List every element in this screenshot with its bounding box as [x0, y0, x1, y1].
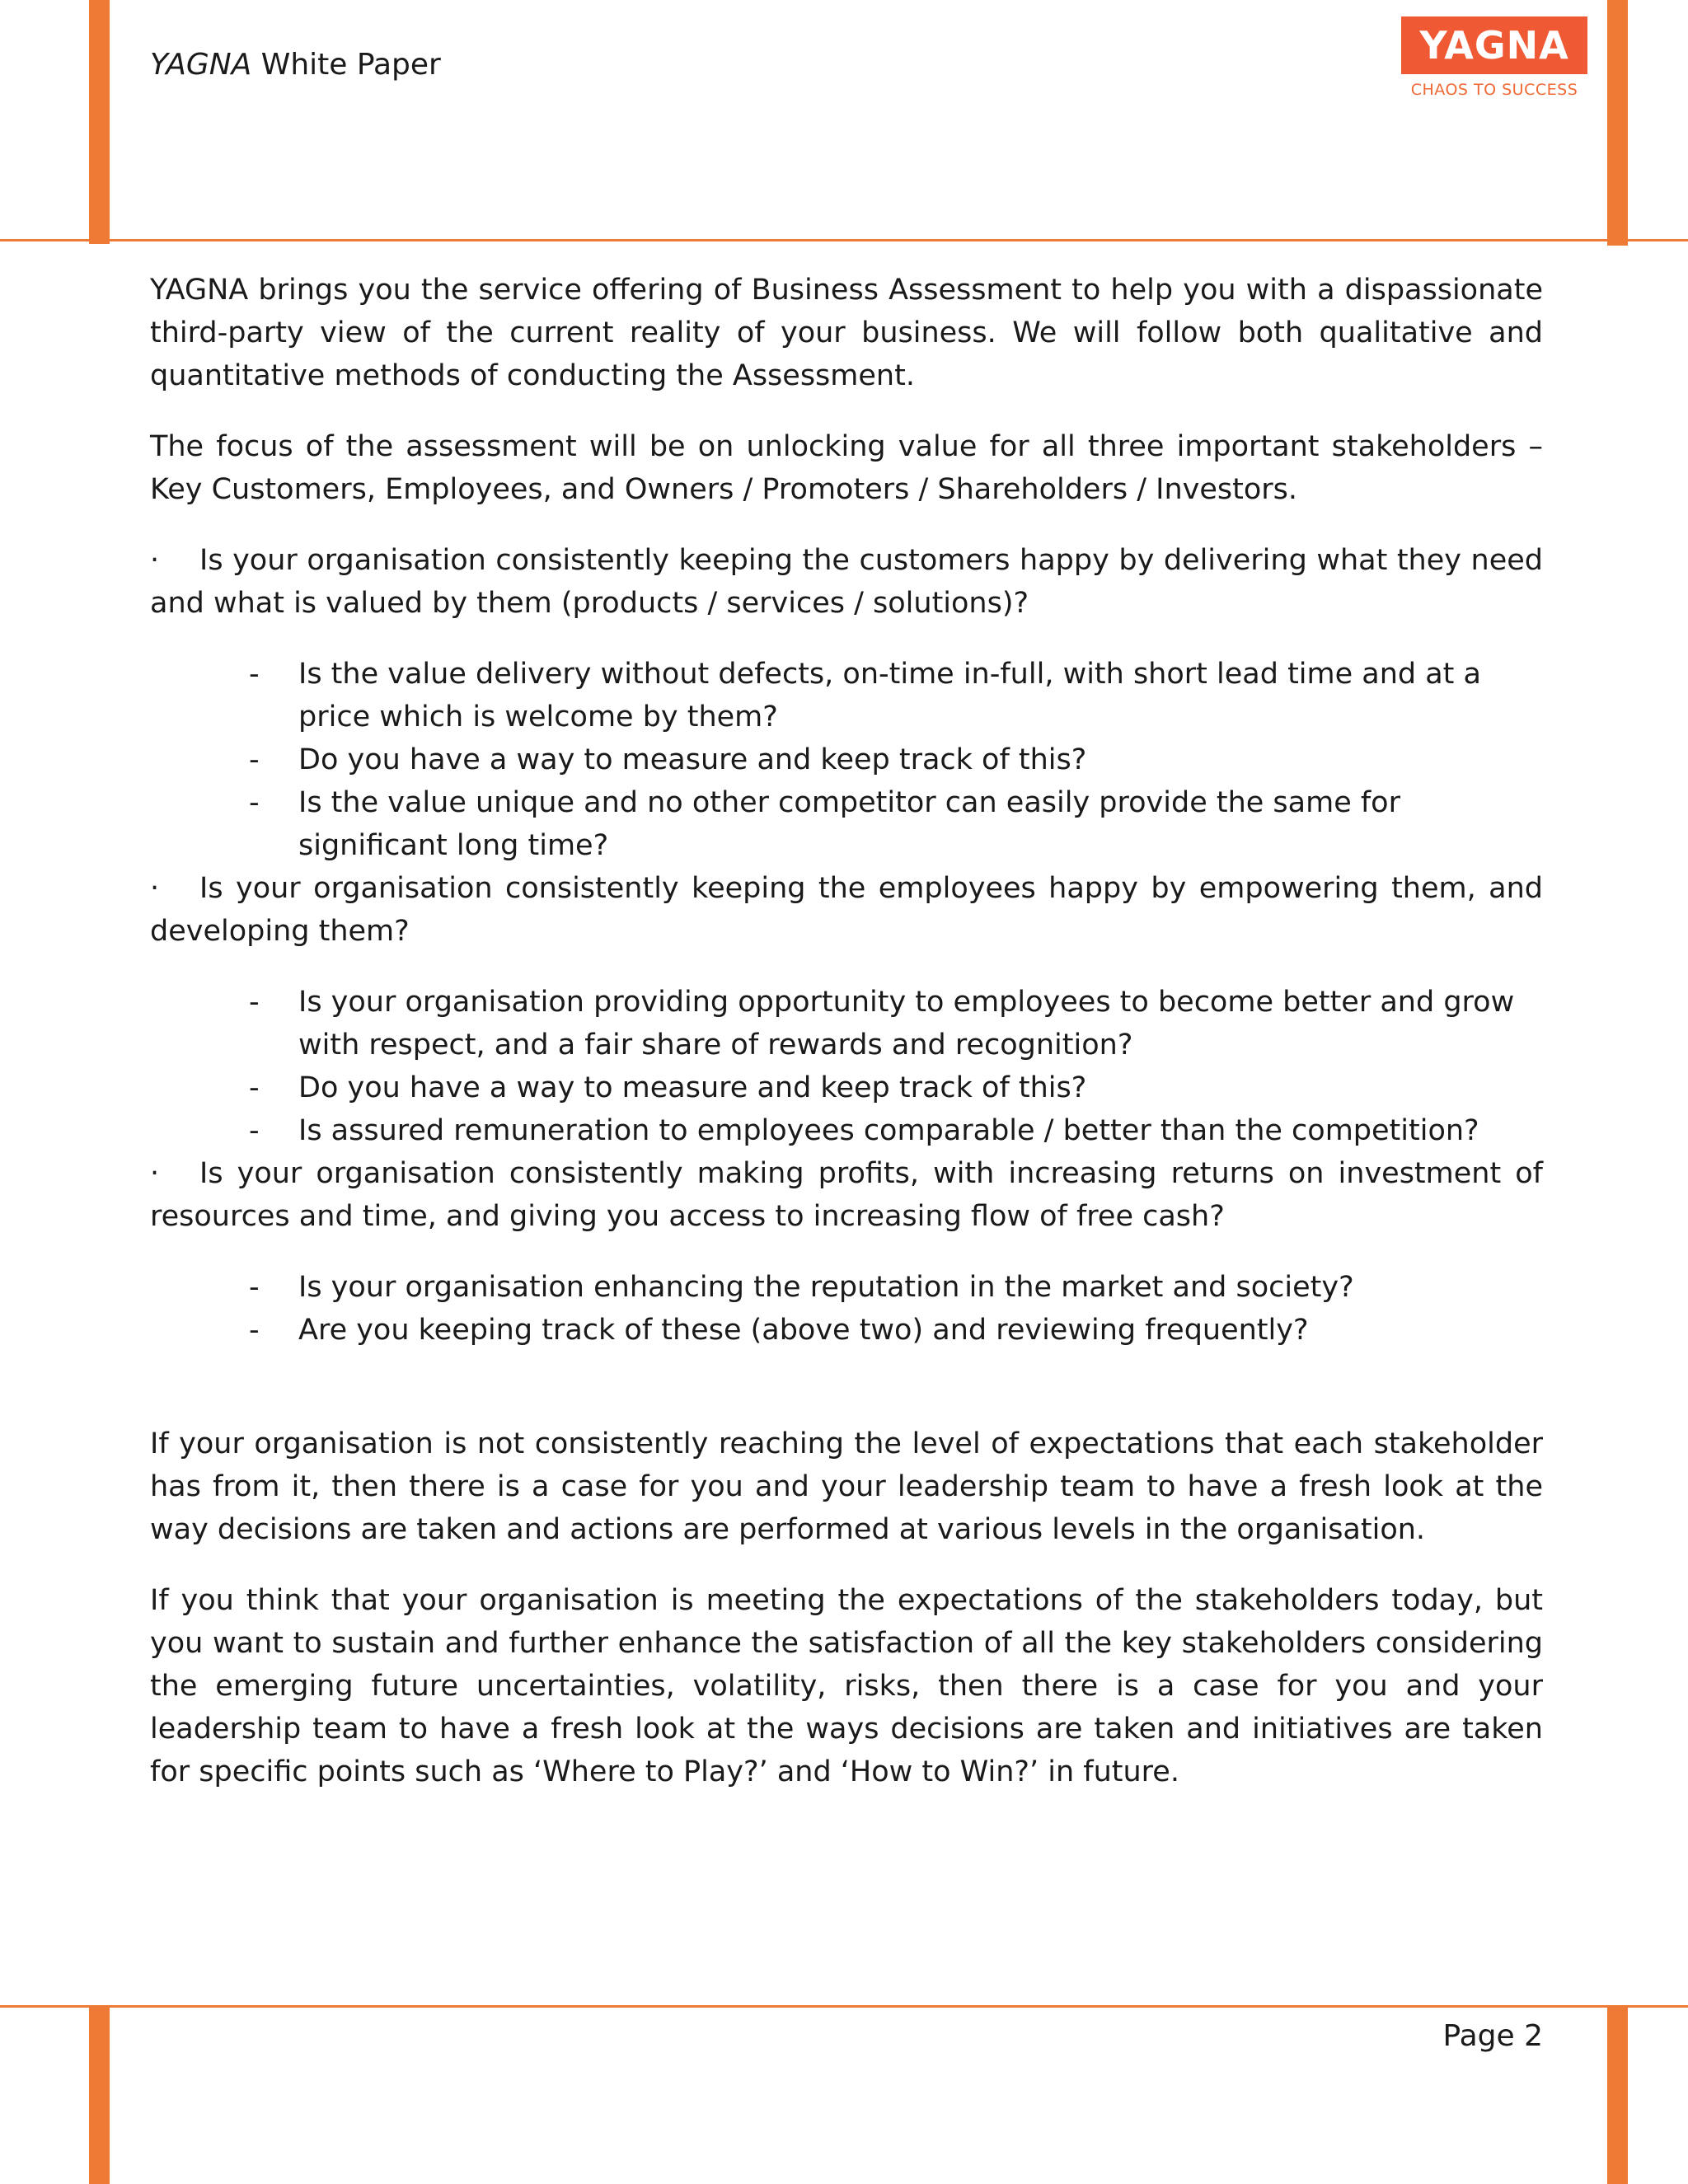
list-item: - Is the value unique and no other competitor can easily provide the same for significant long time? [249, 786, 1400, 862]
intro-paragraph: YAGNA brings you the service offering of Business Assessment to help you with a dispassionate third-party view of the current reality of your business. We will follow both qualitative and quantitative methods of conducting the Assessment. [150, 274, 1543, 392]
bullet-question-customers [150, 539, 1543, 625]
logo-tagline: CHAOS TO SUCCESS [1410, 81, 1578, 99]
question-text: Is your organisation consistently making profits, with increasing returns on investment of resources and time, and giving you access to increasing flow of free cash? [150, 1157, 1543, 1233]
bullet-question-owners [150, 1152, 1543, 1238]
list-item: - Is your organisation providing opportunity to employees to become better and grow with respect, and a fair share of rewards and recognition? [249, 986, 1515, 1062]
logo-text: YAGNA [1419, 23, 1569, 68]
title-rest: White Paper [251, 48, 441, 82]
page-content [150, 269, 1543, 1821]
bullet-dot: · [150, 1157, 160, 1190]
paragraph-meeting-expectations: If you think that your organisation is meeting the expectations of the stakeholders today, but you want to sustain and further enhance the satisfaction of all the key stakeholders considering the emerging future uncertainties, volatility, risks, then there is a case for you and your leadership team to have a fresh look at the ways decisions are taken and initiatives are taken for specific points such as ‘Where to Play?’ and ‘How to Win?’ in future. [150, 1584, 1543, 1788]
bullet-question-employees [150, 867, 1543, 953]
paragraph-not-meeting-expectations: If your organisation is not consistently reaching the level of expectations that each stakeholder has from it, then there is a case for you and your leadership team to have a fresh look at the way decisions are taken and actions are performed at various levels in the organisation. [150, 1427, 1543, 1546]
list-item: - Do you have a way to measure and keep track of this? [249, 743, 1087, 776]
footer-right-bar [1607, 2008, 1628, 2184]
title-brand: YAGNA [150, 48, 252, 82]
list-item: - Is the value delivery without defects, on-time in-full, with short lead time and at a price which is welcome by them? [249, 658, 1481, 733]
page-number: Page 2 [1442, 2019, 1543, 2053]
focus-paragraph: The focus of the assessment will be on unlocking value for all three important stakeholders – Key Customers, Employees, and Owners / Promoters / Shareholders / Investors. [150, 430, 1543, 506]
list-item: - Is your organisation enhancing the reputation in the market and society? [249, 1271, 1354, 1304]
header-left-bar [89, 0, 110, 244]
sub-list-employees [150, 981, 1543, 1152]
sub-list-owners [150, 1266, 1543, 1352]
footer-divider [0, 2005, 1688, 2008]
list-item: - Are you keeping track of these (above two) and reviewing frequently? [249, 1314, 1309, 1347]
question-text: Is your organisation consistently keeping the employees happy by empowering them, and developing them? [150, 872, 1543, 948]
footer-left-bar [89, 2008, 110, 2184]
sub-list-customers [150, 653, 1543, 867]
bullet-dot: · [150, 544, 160, 577]
question-text: Is your organisation consistently keeping the customers happy by delivering what they need and what is valued by them (products / services / solutions)? [150, 544, 1543, 620]
list-item: - Do you have a way to measure and keep track of this? [249, 1071, 1087, 1104]
document-title [150, 48, 441, 82]
bullet-dot: · [150, 872, 160, 905]
header-divider [0, 239, 1688, 241]
yagna-logo [1401, 16, 1587, 74]
header-right-bar [1607, 0, 1628, 246]
list-item: - Is assured remuneration to employees comparable / better than the competition? [249, 1114, 1479, 1147]
